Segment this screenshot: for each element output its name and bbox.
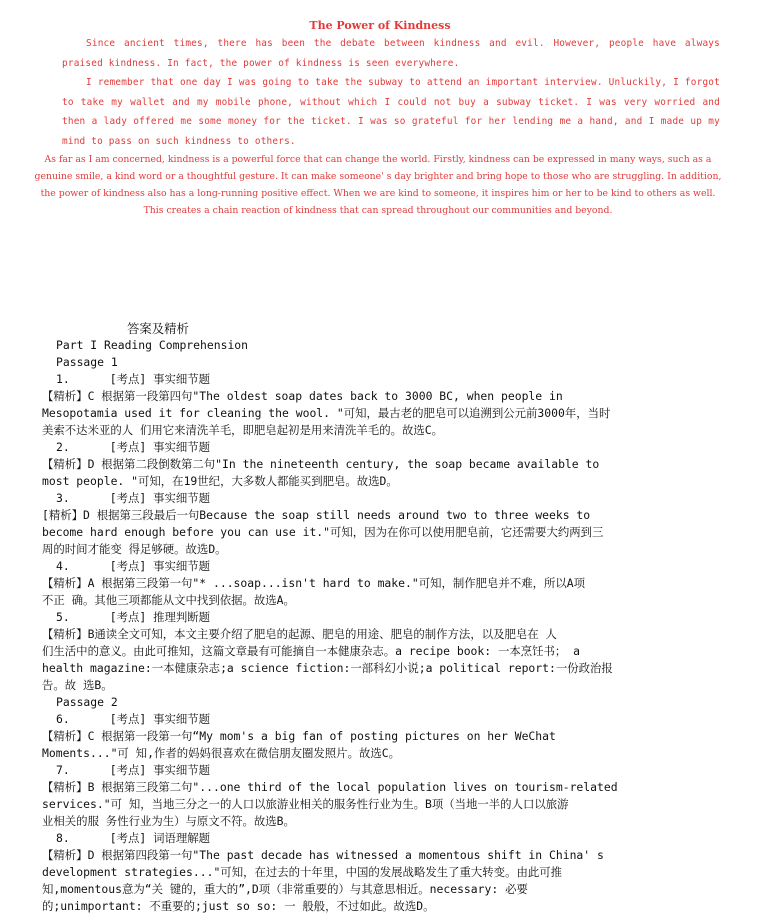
essay-paragraph-3: As far as I am concerned, kindness is a powerful force that can change the world. Firstly, kindness can be expressed in many ways, such as a genuine smile, a kind word or a thoughtful gesture. It can make someone' s day brighter and bring hope to those who are struggling. In addition, the power of kindness also has a long-running positive effect. When we are kind to someone, it inspires him or her to be kind to others as well. This creates a chain reaction of kindness that can spread throughout our communities and beyond.: [34, 154, 722, 216]
analysis-line: 【精析】C 根据第一段第一句“My mom's a big fan of posting pictures on her WeChat: [42, 729, 556, 743]
part-heading: Part I Reading Comprehension: [56, 338, 249, 352]
analysis-line: 周的时间才能变 得足够硬。故选D。: [42, 542, 227, 556]
essay-paragraph-2: [40, 73, 720, 151]
passage-1-heading: Passage 1: [56, 355, 118, 369]
question-type-tag: [考点] 事实细节题: [109, 559, 211, 573]
question-3-header: [42, 490, 720, 507]
analysis-line: 美索不达米亚的人 们用它来清洗羊毛，即肥皂起初是用来清洗羊毛的。故选C。: [42, 423, 443, 437]
analysis-line: 们生活中的意义。由此可推知，这篇文章最有可能摘自一本健康杂志。a recipe book: 一本烹饪书； a: [42, 644, 581, 658]
question-number: 5.: [56, 610, 70, 624]
analysis-line: 【精析】D 根据第二段倒数第二句"In the nineteenth century, the soap became available to: [42, 457, 600, 471]
question-type-tag: [考点] 事实细节题: [109, 491, 211, 505]
analysis-line: 【精析】D 根据第四段第一句"The past decade has witnessed a momentous shift in China' s: [42, 848, 604, 862]
answers-heading: 答案及精析: [127, 321, 189, 336]
analysis-line: health magazine:一本健康杂志;a science fiction:一部科幻小说;a political report:一份政治报: [42, 661, 613, 675]
analysis-line: become hard enough before you can use it."可知，因为在你可以使用肥皂前，它还需要大约两到三: [42, 525, 604, 539]
analysis-line: Mesopotamia used it for cleaning the wool. "可知，最古老的肥皂可以追溯到公元前3000年，当时: [42, 406, 611, 420]
essay-paragraph-1: [40, 34, 720, 73]
question-5-header: [42, 609, 720, 626]
question-6-header: [42, 711, 720, 728]
question-8-header: [42, 830, 720, 847]
question-type-tag: [考点] 词语理解题: [109, 831, 211, 845]
question-number: 2.: [56, 440, 70, 454]
question-type-tag: [考点] 推理判断题: [109, 610, 211, 624]
passage-2-heading: Passage 2: [56, 695, 118, 709]
analysis-line: [精析】D 根据第三段最后一句Because the soap still needs around two to three weeks to: [42, 508, 591, 522]
question-type-tag: [考点] 事实细节题: [109, 763, 211, 777]
analysis-line: 【精析】A 根据第三段第一句"* ...soap...isn't hard to make."可知，制作肥皂并不难，所以A项: [42, 576, 586, 590]
analysis-line: services."可 知，当地三分之一的人口以旅游业相关的服务性行业为生。B项（当地一半的人口以旅游: [42, 797, 569, 811]
question-1-header: [42, 371, 720, 388]
analysis-line: 【精析】B 根据第三段第二句"...one third of the local population lives on tourism-related: [42, 780, 618, 794]
analysis-line: 告。故 选B。: [42, 678, 113, 692]
question-7-header: [42, 762, 720, 779]
analysis-line: development strategies..."可知，在过去的十年里，中国的发展战略发生了重大转变。由此可推: [42, 865, 563, 879]
essay-title: The Power of Kindness: [309, 19, 451, 32]
question-number: 4.: [56, 559, 70, 573]
question-type-tag: [考点] 事实细节题: [109, 712, 211, 726]
question-number: 6.: [56, 712, 70, 726]
passage-1-items: [42, 371, 720, 694]
analysis-line: 知,momentous意为“关 键的，重大的”,D项（非常重要的）与其意思相近。necessary: 必要: [42, 882, 528, 896]
question-number: 1.: [56, 372, 70, 386]
question-2-header: [42, 439, 720, 456]
question-number: 7.: [56, 763, 70, 777]
analysis-line: Moments..."可 知,作者的妈妈很喜欢在微信朋友圈发照片。故选C。: [42, 746, 400, 760]
analysis-line: 业相关的服 务性行业为生）与原文不符。故选B。: [42, 814, 295, 828]
passage-2-items: [42, 711, 720, 915]
analysis-line: 【精析】C 根据第一段第四句"The oldest soap dates back to 3000 BC, when people in: [42, 389, 563, 403]
question-number: 8.: [56, 831, 70, 845]
analysis-line: 不正 确。其他三项都能从文中找到依据。故选A。: [42, 593, 295, 607]
answers-section: [42, 320, 720, 915]
question-number: 3.: [56, 491, 70, 505]
question-type-tag: [考点] 事实细节题: [109, 440, 211, 454]
question-type-tag: [考点] 事实细节题: [109, 372, 211, 386]
essay-paragraph-1-text: Since ancient times, there has been the debate between kindness and evil. However, people have always praised kindness. In fact, the power of kindness is seen everywhere.: [62, 38, 720, 69]
essay-section: [34, 18, 722, 219]
analysis-line: most people. "可知，在19世纪，大多数人都能买到肥皂。故选D。: [42, 474, 398, 488]
analysis-line: 的;unimportant: 不重要的;just so so: 一 般般，不过如此。故选D。: [42, 899, 435, 913]
analysis-line: 【精析】B通读全文可知，本文主要介绍了肥皂的起源、肥皂的用途、肥皂的制作方法，以及肥皂在 人: [42, 627, 557, 641]
essay-paragraph-2-text: I remember that one day I was going to take the subway to attend an important interview. Unluckily, I forgot to take my wallet and my mobile phone, without which I could not buy a subway ticket. I was very worried and then a lady offered me some money for the ticket. I was so grateful for her lending me a hand, and I made up my mind to pass on such kindness to others.: [62, 77, 720, 147]
question-4-header: [42, 558, 720, 575]
